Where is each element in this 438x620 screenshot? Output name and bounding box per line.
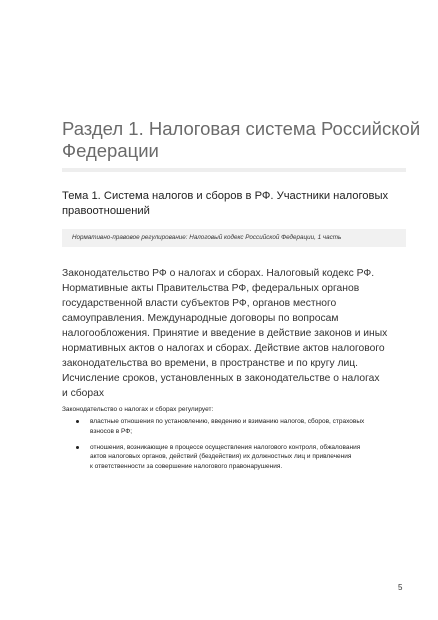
intro-line: нормативных актов о налогах и сборах. Действие актов налогового [62,343,385,354]
topic-title [62,189,402,219]
regulation-text: Нормативно-правовое регулирование: Налоговый кодекс Российской Федерации, 1 часть [72,234,342,241]
intro-line: и сборах [62,388,104,399]
section-title-line: Раздел 1. Налоговая система Российской [62,118,421,139]
intro-line: Законодательство РФ о налогах и сборах. Налоговый кодекс РФ. [62,268,375,279]
bullet-icon [76,446,79,449]
list-item-line: властные отношения по установлению, введению и взиманию налогов, сборов, страховых [90,418,365,425]
intro-line: Исчисление сроков, установленных в законодательстве о налогах [62,373,380,384]
regulation-box [62,229,406,247]
list-item-line: взносов в РФ; [90,427,133,435]
section-title [62,118,422,162]
intro-line: Нормативные акты Правительства РФ, федеральных органов [62,283,360,294]
intro-line: законодательства во времени, в пространстве и по кругу лиц. [62,358,358,369]
bullet-icon [76,420,79,423]
list-item [62,443,408,472]
list-item-line: актов налоговых органов, действий (бездействия) их должностных лиц и привлечения [90,453,352,461]
topic-title-line: Тема 1. Система налогов и сборов в РФ. Участники налоговых [62,190,389,202]
section-divider [62,168,406,172]
regulates-list [62,417,408,478]
intro-line: самоуправления. Международные договоры по вопросам [62,313,339,324]
topic-title-line: правоотношений [62,205,150,217]
intro-line: государственной власти субъектов РФ, органов местного [62,298,337,309]
list-item [62,417,408,437]
section-title-line: Федерации [62,140,159,161]
list-item-line: к ответственности за совершение налогового правонарушения. [90,463,283,471]
list-item-line: отношения, возникающие в процессе осуществления налогового контроля, обжалования [90,443,361,451]
page-number: 5 [398,583,403,592]
regulates-label: Законодательство о налогах и сборах регулирует: [62,406,214,413]
intro-paragraph [62,266,414,401]
intro-line: налогообложения. Принятие и введение в действие законов и иных [62,328,388,339]
